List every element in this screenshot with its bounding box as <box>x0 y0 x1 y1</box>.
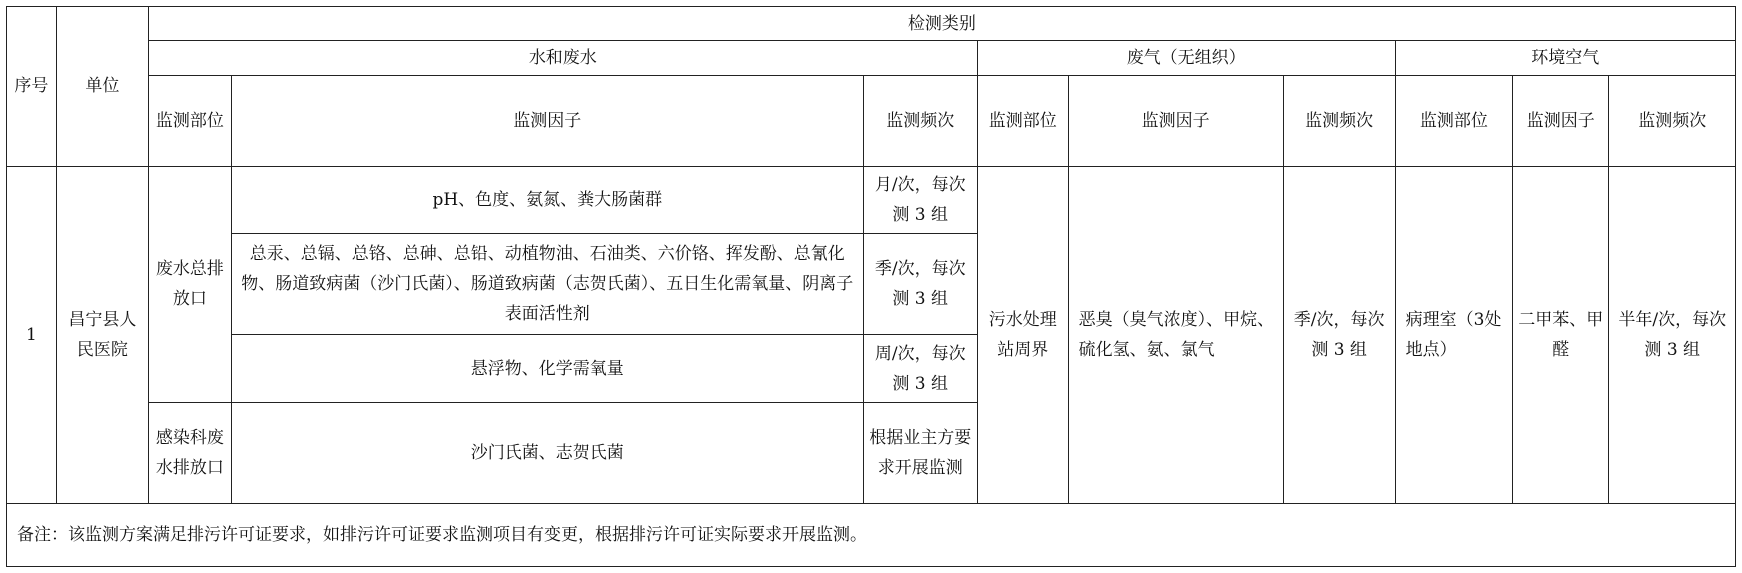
header-air-freq: 监测频次 <box>1609 75 1736 166</box>
header-gas-site: 监测部位 <box>977 75 1068 166</box>
water-factor-4: 沙门氏菌、志贺氏菌 <box>231 402 863 503</box>
header-water-factor: 监测因子 <box>231 75 863 166</box>
header-air-factor: 监测因子 <box>1513 75 1609 166</box>
row-seq: 1 <box>7 166 57 503</box>
header-water-freq: 监测频次 <box>863 75 977 166</box>
header-gas-freq: 监测频次 <box>1283 75 1395 166</box>
water-freq-3: 周/次，每次测 3 组 <box>863 335 977 403</box>
water-freq-1: 月/次，每次测 3 组 <box>863 166 977 234</box>
water-site-main-outlet: 废水总排放口 <box>148 166 231 402</box>
header-unit: 单位 <box>56 7 148 167</box>
header-seq: 序号 <box>7 7 57 167</box>
header-water-site: 监测部位 <box>148 75 231 166</box>
gas-freq: 季/次，每次测 3 组 <box>1283 166 1395 503</box>
gas-site: 污水处理站周界 <box>977 166 1068 503</box>
header-gas-factor: 监测因子 <box>1068 75 1283 166</box>
header-group-water: 水和废水 <box>148 41 977 75</box>
water-factor-3: 悬浮物、化学需氧量 <box>231 335 863 403</box>
table-note: 备注：该监测方案满足排污许可证要求，如排污许可证要求监测项目有变更，根据排污许可证实际要求开展监测。 <box>7 503 1736 566</box>
air-freq: 半年/次，每次测 3 组 <box>1609 166 1736 503</box>
water-site-infection-outlet: 感染科废水排放口 <box>148 402 231 503</box>
water-factor-2 <box>231 234 863 335</box>
header-category: 检测类别 <box>148 7 1735 41</box>
header-air-site: 监测部位 <box>1395 75 1512 166</box>
header-group-gas: 废气（无组织） <box>977 41 1395 75</box>
monitoring-plan-table <box>6 6 1736 567</box>
row-unit: 昌宁县人民医院 <box>56 166 148 503</box>
water-freq-4: 根据业主方要求开展监测 <box>863 402 977 503</box>
header-group-air: 环境空气 <box>1395 41 1735 75</box>
water-factor-2-text: 总汞、总镉、总铬、总砷、总铅、动植物油、石油类、六价铬、挥发酚、总氰化物、肠道致病菌（沙门氏菌）、肠道致病菌（志贺氏菌）、五日生化需氧量、阴离子表面活性剂 <box>241 244 854 325</box>
air-site: 病理室（3处地点） <box>1395 166 1512 503</box>
water-factor-1: pH、色度、氨氮、粪大肠菌群 <box>231 166 863 234</box>
air-factor: 二甲苯、甲醛 <box>1513 166 1609 503</box>
table-row <box>7 166 1736 234</box>
gas-factor: 恶臭（臭气浓度）、甲烷、硫化氢、氨、氯气 <box>1068 166 1283 503</box>
water-freq-2: 季/次，每次测 3 组 <box>863 234 977 335</box>
